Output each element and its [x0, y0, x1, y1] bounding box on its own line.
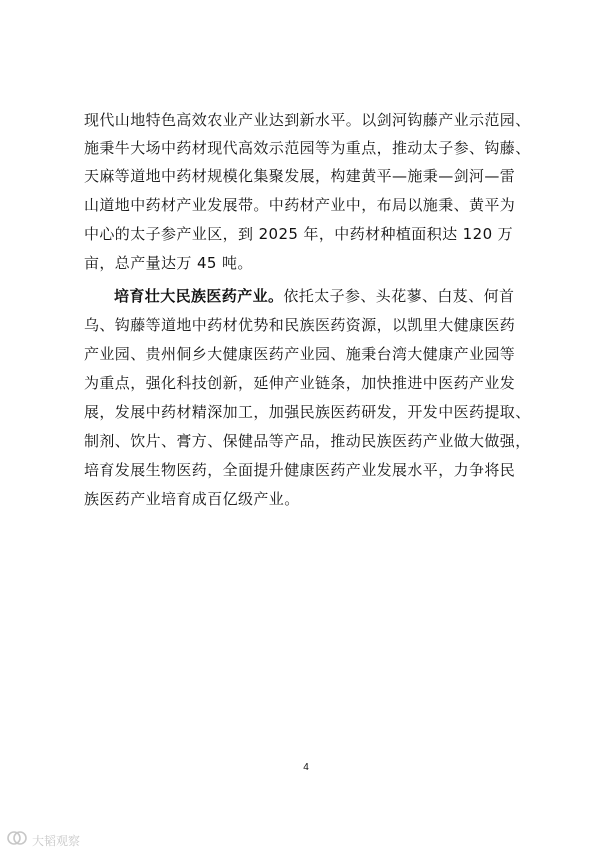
- paragraph-1-line-3: 天麻等道地中药材规模化集聚发展，构建黄平—施秉—剑河—雷: [84, 167, 516, 185]
- paragraph-2-line-3: 产业园、贵州侗乡大健康医药产业园、施秉台湾大健康产业园等: [84, 345, 516, 363]
- watermark: [6, 830, 80, 850]
- paragraph-1-line-2: 施秉牛大场中药材现代高效示范园等为重点，推动太子参、钩藤、: [84, 139, 531, 157]
- paragraph-2-first-rest: 依托太子参、头花蓼、白芨、何首: [283, 287, 515, 305]
- paragraph-2-heading: 培育壮大民族医药产业。: [114, 287, 284, 305]
- watermark-text: 大韬观察: [32, 833, 81, 848]
- paragraph-1-line-5: 中心的太子参产业区，到 2025 年，中药材种植面积达 120 万: [84, 225, 514, 243]
- paragraph-2-line-7: 培育发展生物医药，全面提升健康医药产业发展水平，力争将民: [84, 461, 516, 479]
- paragraph-1-line-4: 山道地中药材产业发展带。中药材产业中，布局以施秉、黄平为: [84, 196, 516, 214]
- paragraph-1-line-1: 现代山地特色高效农业产业达到新水平。以剑河钩藤产业示范园、: [84, 111, 531, 129]
- paragraph-2-line-4: 为重点，强化科技创新，延伸产业链条，加快推进中医药产业发: [84, 374, 516, 392]
- paragraph-2-line-5: 展，发展中药材精深加工，加强民族医药研发，开发中医药提取、: [84, 403, 531, 421]
- page-number: 4: [303, 762, 309, 773]
- paragraph-2-line-6: 制剂、饮片、膏方、保健品等产品，推动民族医药产业做大做强，: [84, 432, 531, 450]
- paragraph-2-line-1: [114, 284, 514, 308]
- paragraph-1-line-6: 亩，总产量达万 45 吨。: [84, 254, 253, 272]
- watermark-logo-icon: [6, 830, 28, 850]
- paragraph-2-line-2: 乌、钩藤等道地中药材优势和民族医药资源，以凯里大健康医药: [84, 316, 516, 334]
- paragraph-2-line-8: 族医药产业培育成百亿级产业。: [84, 490, 300, 508]
